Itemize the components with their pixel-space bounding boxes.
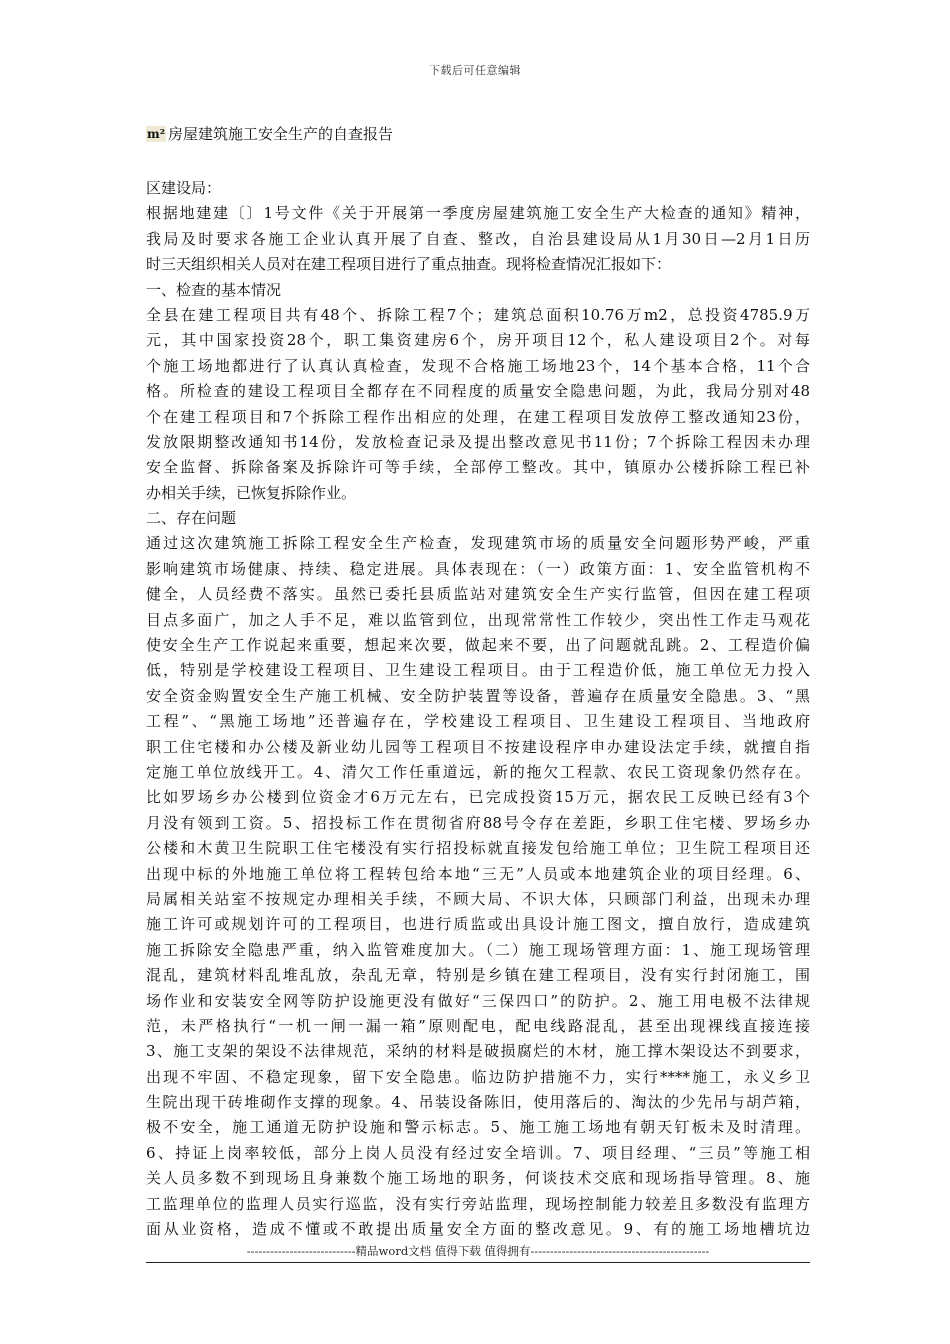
body-line: 施工许可或规划许可的工程项目，也进行质监或出具设计施工图文，擅自放行，造成建筑	[146, 915, 810, 934]
body-line: 月没有领到工资。5、招投标工作在贯彻省府88号令存在差距，乡职工住宅楼、罗场乡办	[146, 813, 810, 832]
body-line: 健全，人员经费不落实。虽然已委托县质监站对建筑安全生产实行监管，但因在建工程项	[146, 585, 810, 604]
body-line: 使安全生产工作说起来重要，想起来次要，做起来不要，出了问题就乱跳。2、工程造价偏	[146, 636, 810, 655]
body-line: 工监理单位的监理人员实行巡监，没有实行旁站监理，现场控制能力较差且多数没有监理方	[146, 1194, 810, 1213]
body-line: 比如罗场乡办公楼到位资金才6万元左右，已完成投资15万元，据农民工反映已经有3个	[146, 788, 810, 807]
body-line: 范，未严格执行“一机一闸一漏一箱”原则配电，配电线路混乱，甚至出现裸线直接连接	[146, 1016, 810, 1035]
body-line: 工程”、“黑施工场地”还普遍存在，学校建设工程项目、卫生建设工程项目、当地政府	[146, 712, 810, 731]
body-line: 3、施工支架的架设不法律规范，采纳的材料是破损腐烂的木材，施工撑木架设达不到要求，	[146, 1042, 810, 1061]
body-line: 6、持证上岗率较低，部分上岗人员没有经过安全培训。7、项目经理、“三员”等施工相	[146, 1143, 810, 1162]
body-line: 区建设局：	[146, 179, 222, 197]
body-line: 目点多面广，加之人手不足，难以监管到位，出现常常性工作较少，突出性工作走马观花	[146, 610, 810, 629]
document-title	[146, 123, 393, 144]
body-line: 面从业资格，造成不懂或不敢提出质量安全方面的整改意见。9、有的施工场地槽坑边	[146, 1220, 810, 1239]
body-text	[146, 176, 810, 1242]
footer	[146, 1243, 810, 1263]
body-line: 定施工单位放线开工。4、清欠工作任重道远，新的拖欠工程款、农民工资现象仍然存在。	[146, 762, 810, 781]
header-note: 下载后可任意编辑	[429, 64, 521, 77]
body-line: 通过这次建筑施工拆除工程安全生产检查，发现建筑市场的质量安全问题形势严峻，严重	[146, 534, 810, 553]
body-line: 安全资金购置安全生产施工机械、安全防护装置等设备，普遍存在质量安全隐患。3、“黑	[146, 686, 810, 705]
body-line: 场作业和安装安全网等防护设施更没有做好“三保四口”的防护。2、施工用电极不法律规	[146, 991, 810, 1010]
body-line: 全县在建工程项目共有48个、拆除工程7个；建筑总面积10.76万m2，总投资4785.9万	[146, 305, 810, 324]
body-line: 低，特别是学校建设工程项目、卫生建设工程项目。由于工程造价低，施工单位无力投入	[146, 661, 810, 680]
body-line: 出现不牢固、不稳定现象，留下安全隐患。临边防护措施不力，实行****施工，永义乡卫	[146, 1067, 810, 1086]
body-line: 影响建筑市场健康、持续、稳定进展。具体表现在：（一）政策方面：1、安全监管机构不	[146, 559, 810, 578]
body-line: 一、检查的基本情况	[146, 280, 282, 299]
title-text: 房屋建筑施工安全生产的自查报告	[167, 125, 393, 143]
body-line: 办相关手续，已恢复拆除作业。	[146, 483, 357, 502]
body-line: 二、存在问题	[146, 509, 237, 528]
body-line: 关人员多数不到现场且身兼数个施工场地的职务，何谈技术交底和现场指导管理。8、施	[146, 1169, 810, 1188]
body-line: 施工拆除安全隐患严重，纳入监管难度加大。（二）施工现场管理方面：1、施工现场管理	[146, 940, 810, 959]
body-line: 职工住宅楼和办公楼及新业幼儿园等工程项目不按建设程序申办建设法定手续，就擅自指	[146, 737, 810, 756]
title-glyph-icon: m²	[147, 126, 165, 141]
body-line: 局属相关站室不按规定办理相关手续，不顾大局、不识大体，只顾部门利益，出现未办理	[146, 889, 810, 908]
body-line: 极不安全，施工通道无防护设施和警示标志。5、施工施工场地有朝天钉板未及时清理。	[146, 1118, 810, 1137]
body-line: 元，其中国家投资28个，职工集资建房6个，房开项目12个，私人建设项目2个。对每	[146, 331, 810, 350]
body-line: 个施工场地都进行了认真认真检查，发现不合格施工场地23个，14个基本合格，11个合	[146, 356, 810, 375]
body-line: 发放限期整改通知书14份，发放检查记录及提出整改意见书11份；7个拆除工程因未办理	[146, 432, 810, 451]
body-line: 时三天组织相关人员对在建工程项目进行了重点抽查。现将检查情况汇报如下：	[146, 255, 672, 274]
body-line: 格。所检查的建设工程项目全都存在不同程度的质量安全隐患问题，为此，我局分别对48	[146, 382, 810, 401]
footer-text: ----------------------------精品word文档 值得下载 值得拥有----------------------------------------------	[246, 1244, 710, 1258]
body-line: 我局及时要求各施工企业认真开展了自查、整改，自治县建设局从1月30日—2月1日历	[146, 229, 810, 248]
body-line: 生院出现干砖堆砌作支撑的现象。4、吊装设备陈旧，使用落后的、淘汰的少先吊与胡芦箱，	[146, 1093, 810, 1112]
body-line: 混乱，建筑材料乱堆乱放，杂乱无章，特别是乡镇在建工程项目，没有实行封闭施工，围	[146, 966, 810, 985]
body-line: 公楼和木黄卫生院职工住宅楼没有实行招投标就直接发包给施工单位；卫生院工程项目还	[146, 839, 810, 858]
body-line: 个在建工程项目和7个拆除工程作出相应的处理，在建工程项目发放停工整改通知23份，	[146, 407, 810, 426]
body-line: 出现中标的外地施工单位将工程转包给本地“三无”人员或本地建筑企业的项目经理。6、	[146, 864, 810, 883]
body-line: 安全监督、拆除备案及拆除许可等手续，全部停工整改。其中，镇原办公楼拆除工程已补	[146, 458, 810, 477]
footer-rule	[146, 1262, 810, 1263]
body-line: 根据地建建〔〕1号文件《关于开展第一季度房屋建筑施工安全生产大检查的通知》精神，	[146, 204, 810, 223]
